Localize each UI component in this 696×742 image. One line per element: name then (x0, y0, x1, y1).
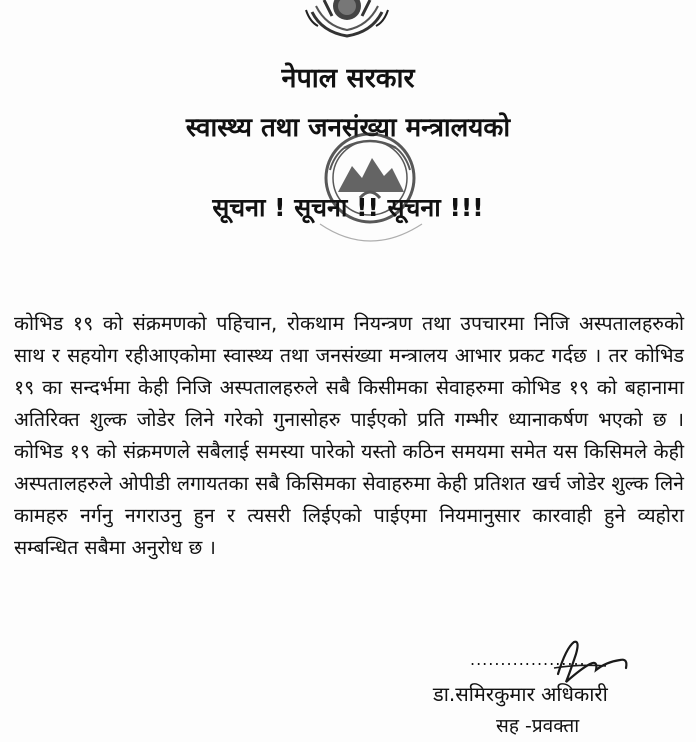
government-emblem-icon (302, 0, 392, 40)
notice-heading: सूचना ! सूचना !! सूचना !!! (212, 193, 484, 222)
notice-body-paragraph: कोभिड १९ को संक्रमणको पहिचान, रोकथाम नियन्त्रण तथा उपचारमा निजि अस्पतालहरुको साथ र सहयोग रहीआएकोमा स्वास्थ्य तथा जनसंख्या मन्त्रालय आभार प्रकट गर्दछ । तर कोभिड १९ का सन्दर्भमा केही निजि अस्पतालहरुले सबै किसीमका सेवाहरुमा कोभिड १९ को बहानामा अतिरिक्त शुल्क जोडेर लिने गरेको गुनासोहरु पाईएको प्रति गम्भीर ध्यानाकर्षण भएको छ । कोभिड १९ को संक्रमणले सबैलाई समस्या पारेको यस्तो कठिन समयमा समेत यस किसिमले केही अस्पतालहरुले ओपीडी लगायतका सबै किसिमका सेवाहरुमा केही प्रतिशत खर्च जोडेर शुल्क लिने कामहरु नर्गनु नगराउनु हुन र त्यसरी लिईएको पाईएमा नियमानुसार कारवाही हुने व्यहोरा सम्बन्धित सबैमा अनुरोध छ । (14, 312, 684, 559)
ministry-heading: स्वास्थ्य तथा जनसंख्या मन्त्रालयको (185, 113, 511, 143)
signatory-name: डा.समिरकुमार अधिकारी (433, 682, 608, 706)
signatory-title: सह -प्रवक्ता (496, 715, 580, 737)
signature-line: ................... (470, 650, 586, 669)
government-heading: नेपाल सरकार (281, 63, 415, 94)
